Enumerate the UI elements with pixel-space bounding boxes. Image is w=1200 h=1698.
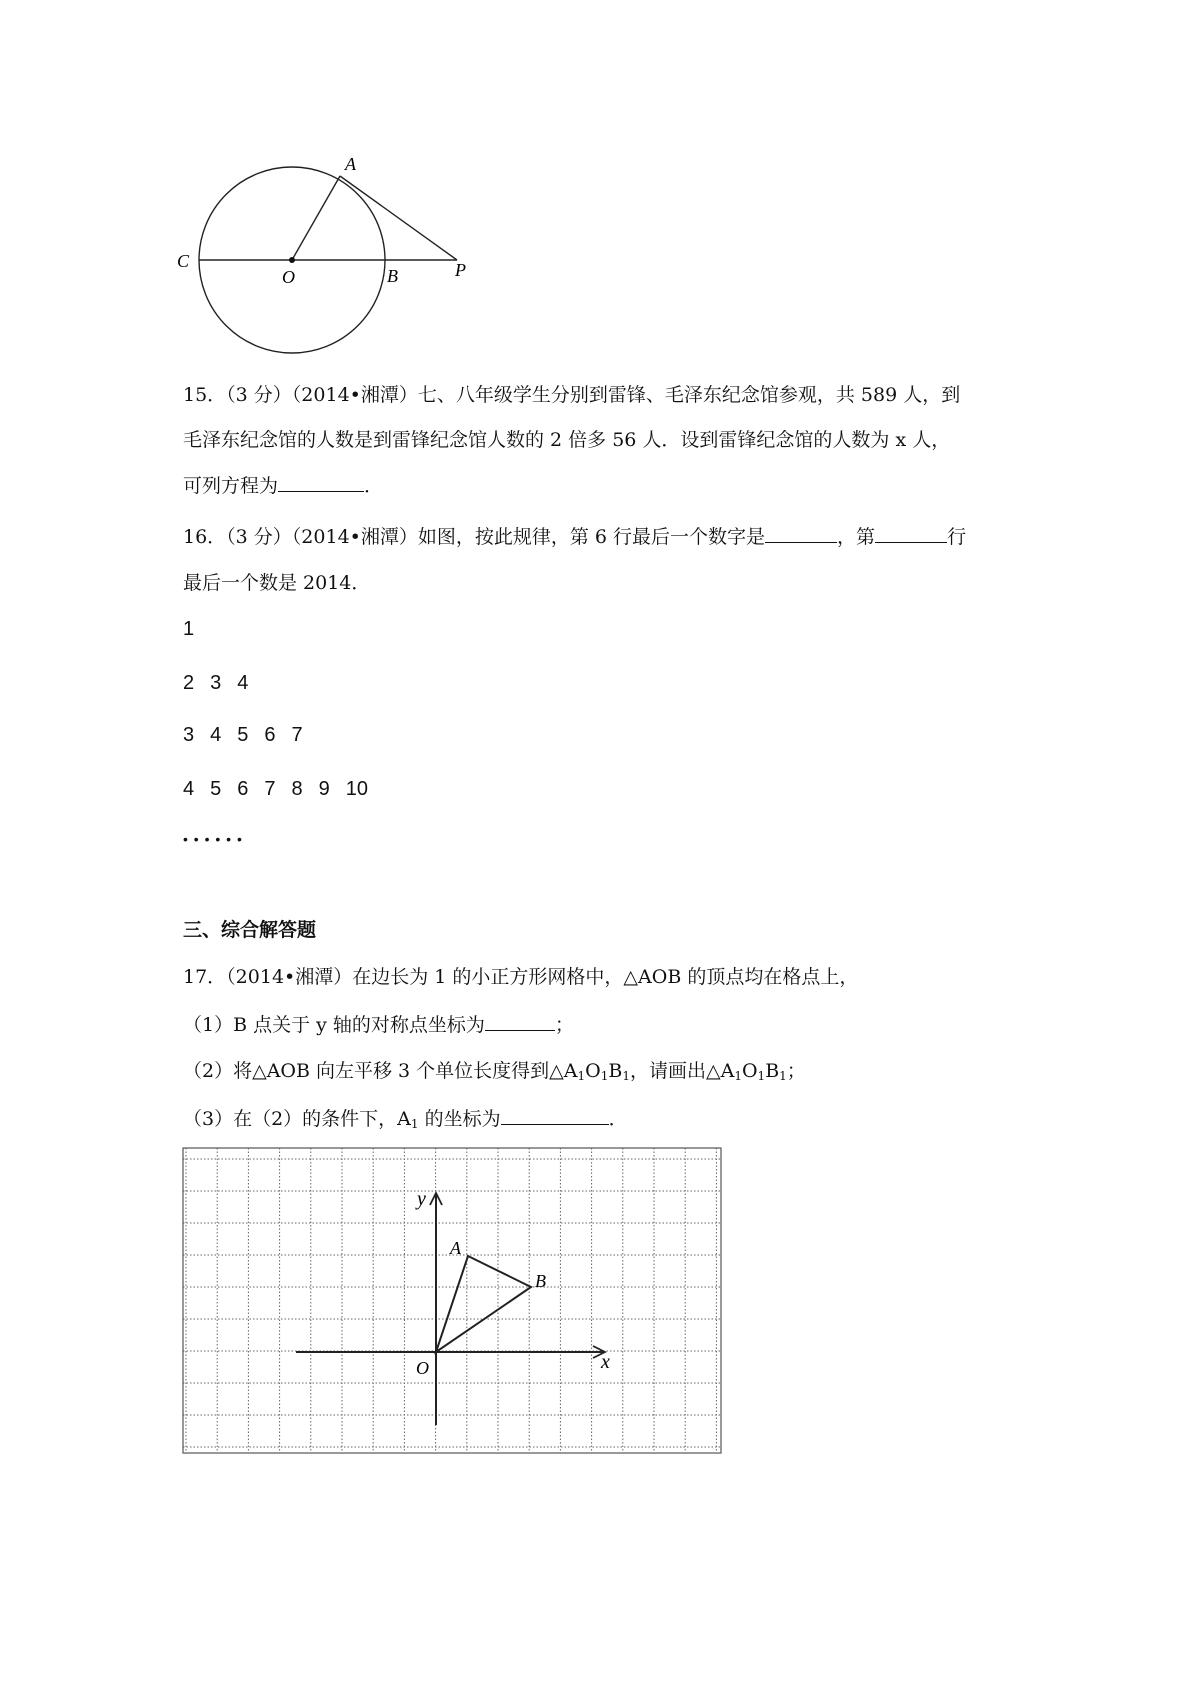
q17-intro: 17．（2014•湘潭）在边长为 1 的小正方形网格中，△AOB 的顶点均在格点上， [183,966,859,988]
sequence-number: 1 [183,618,195,640]
sequence-row-1 [183,616,210,642]
q17-part1-blank[interactable] [485,1010,555,1031]
circle-tangent-figure [175,150,475,360]
sequence-ellipsis: • • • • • • [183,831,243,847]
sequence-number: 3 [183,724,195,746]
label-a: A [345,154,356,174]
label-o: O [282,267,295,287]
q17-part2-end: ； [786,1060,806,1082]
q16-line1 [183,522,966,551]
subscript: 1 [622,1069,630,1083]
label-c: C [177,251,190,271]
subscript: 1 [577,1069,586,1083]
q16-answer-blank-1[interactable] [765,522,837,543]
q17-part3-prefix: （3）在（2）的条件下，A [183,1108,411,1130]
axis-label-x: x [601,1351,610,1373]
q17-part3-mid: 的坐标为 [418,1108,501,1130]
q15-line3 [183,471,383,500]
subscript: 1 [410,1117,419,1131]
label-b: B [387,266,398,286]
q16-line1-suffix: 行 [947,526,967,548]
radius-oa [292,176,340,260]
sequence-number: 7 [291,724,303,746]
q17-part1 [183,1010,574,1039]
origin-label-o: O [416,1358,429,1378]
q15-line3-prefix: 可列方程为 [183,475,279,497]
subscript: 1 [734,1069,742,1083]
vertex-label-b: B [535,1271,546,1291]
sequence-number: 7 [264,778,276,800]
sequence-number: 5 [210,778,222,800]
sequence-number: 8 [291,778,303,800]
sequence-number: 3 [210,672,222,694]
subscript: 1 [600,1069,609,1083]
grid-lines [183,1148,721,1453]
sequence-number: 2 [183,672,195,694]
q15-line2: 毛泽东纪念馆的人数是到雷锋纪念馆人数的 2 倍多 56 人．设到雷锋纪念馆的人数为 x 人， [183,429,951,451]
sequence-row-4 [183,776,384,802]
q17-part2 [183,1057,806,1090]
subscript: 1 [779,1069,787,1083]
section-heading: 三、综合解答题 [183,919,317,941]
grid-border [183,1148,721,1453]
q17-part3-blank[interactable] [501,1104,609,1125]
sequence-number: 6 [264,724,276,746]
sequence-number: 4 [183,778,195,800]
q17-part2-o: O [585,1060,601,1082]
coordinate-grid-figure [180,1145,726,1460]
q17-part3-suffix: ． [608,1108,628,1130]
q15-answer-blank[interactable] [278,471,364,492]
sequence-row-2 [183,670,264,696]
q17-part2-o2: O [741,1060,758,1082]
sequence-number: 5 [237,724,249,746]
sequence-number: 9 [318,778,330,800]
q17-part2-mid: ，请画出△A [629,1060,735,1082]
center-point [289,257,295,263]
q17-part3 [183,1104,628,1138]
q17-part1-prefix: （1）B 点关于 y 轴的对称点坐标为 [183,1014,485,1036]
sequence-number: 6 [237,778,249,800]
sequence-number: 4 [210,724,222,746]
sequence-number: 4 [237,672,249,694]
q17-part2-b: B [608,1060,623,1082]
q16-line1-prefix: 16．（3 分）（2014•湘潭）如图，按此规律，第 6 行最后一个数字是 [183,526,766,548]
q15-line1: 15．（3 分）（2014•湘潭）七、八年级学生分别到雷锋、毛泽东纪念馆参观，共 589 人，到 [183,384,961,406]
sequence-number: 10 [345,778,368,800]
triangle-aob [436,1256,531,1352]
q17-part1-suffix: ； [554,1014,574,1036]
q16-answer-blank-2[interactable] [875,522,947,543]
q15-line3-suffix: ． [364,475,384,497]
tangent-ap [340,176,457,260]
q17-part2-b2: B [765,1060,780,1082]
vertex-label-a: A [450,1238,461,1258]
q16-line2: 最后一个数是 2014． [183,572,371,594]
label-p: P [455,260,466,280]
axis-label-y: y [417,1188,426,1210]
sequence-row-3 [183,722,319,748]
subscript: 1 [757,1069,766,1083]
q17-part2-text: （2）将△AOB 向左平移 3 个单位长度得到△A [183,1060,578,1082]
q16-line1-mid: ，第 [837,526,876,548]
